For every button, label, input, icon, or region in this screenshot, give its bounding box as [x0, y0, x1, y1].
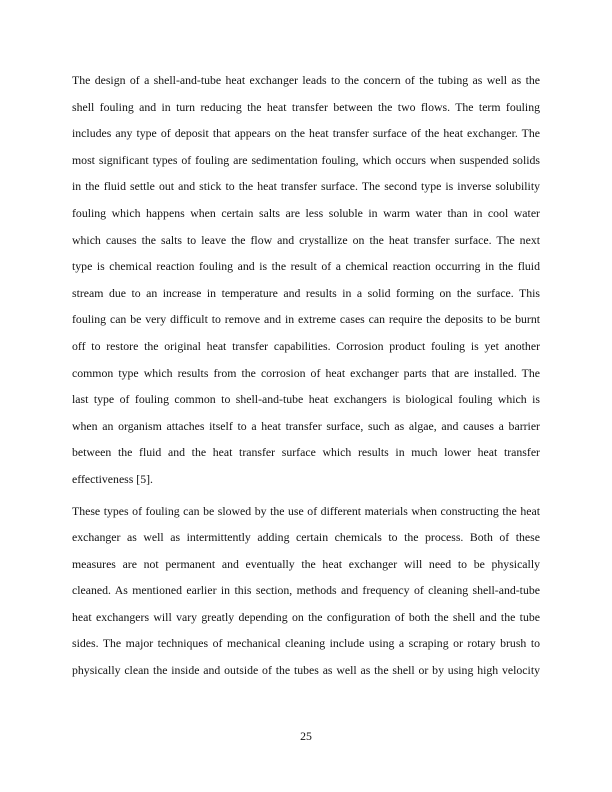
text-line: between the fluid and the heat transfer surface which results in much lower heat transfer [72, 445, 540, 460]
text-line: The design of a shell-and-tube heat exchanger leads to the concern of the tubing as well as the [72, 73, 540, 87]
text-line: type is chemical reaction fouling and is the result of a chemical reaction occurring in the fluid [72, 259, 540, 274]
text-line: These types of fouling can be slowed by the use of different materials when constructing the heat [72, 503, 540, 518]
text-line: most significant types of fouling are sedimentation fouling, which occurs when suspended solids [72, 152, 540, 167]
paragraph-fouling-types [72, 67, 540, 493]
text-line: off to restore the original heat transfer capabilities. Corrosion product fouling is yet another [72, 338, 540, 353]
text-line: fouling which happens when certain salts are less soluble in warm water than in cool water [72, 205, 540, 220]
text-line: measures are not permanent and eventually the heat exchanger will need to be physically [72, 556, 540, 571]
text-line: in the fluid settle out and stick to the heat transfer surface. The second type is inverse solubility [72, 179, 540, 194]
text-line: which causes the salts to leave the flow and crystallize on the heat transfer surface. The next [72, 232, 540, 247]
text-line: stream due to an increase in temperature and results in a solid forming on the surface. This [72, 285, 540, 300]
text-line: last type of fouling common to shell-and-tube heat exchangers is biological fouling which is [72, 392, 540, 407]
text-line: when an organism attaches itself to a heat transfer surface, such as algae, and causes a barrier [72, 418, 540, 433]
page-number: 25 [300, 729, 312, 743]
text-line: shell fouling and in turn reducing the heat transfer between the two flows. The term fouling [72, 99, 540, 114]
text-line: sides. The major techniques of mechanical cleaning include using a scraping or rotary brush to [72, 636, 540, 651]
text-line: physically clean the inside and outside of the tubes as well as the shell or by using high velocity [72, 663, 540, 678]
body-text [72, 67, 540, 684]
paragraph-cleaning [72, 498, 540, 684]
text-line: common type which results from the corrosion of heat exchanger parts that are installed. The [72, 365, 540, 380]
text-line: cleaned. As mentioned earlier in this section, methods and frequency of cleaning shell-and-tube [72, 583, 540, 598]
text-line: fouling can be very difficult to remove and in extreme cases can require the deposits to be burnt [72, 312, 540, 327]
text-line: effectiveness [5]. [72, 471, 154, 486]
text-line: includes any type of deposit that appears on the heat transfer surface of the heat exchanger. The [72, 126, 540, 141]
text-line: heat exchangers will vary greatly depending on the configuration of both the shell and the tube [72, 609, 540, 624]
text-line: exchanger as well as intermittently adding certain chemicals to the process. Both of these [72, 530, 540, 545]
